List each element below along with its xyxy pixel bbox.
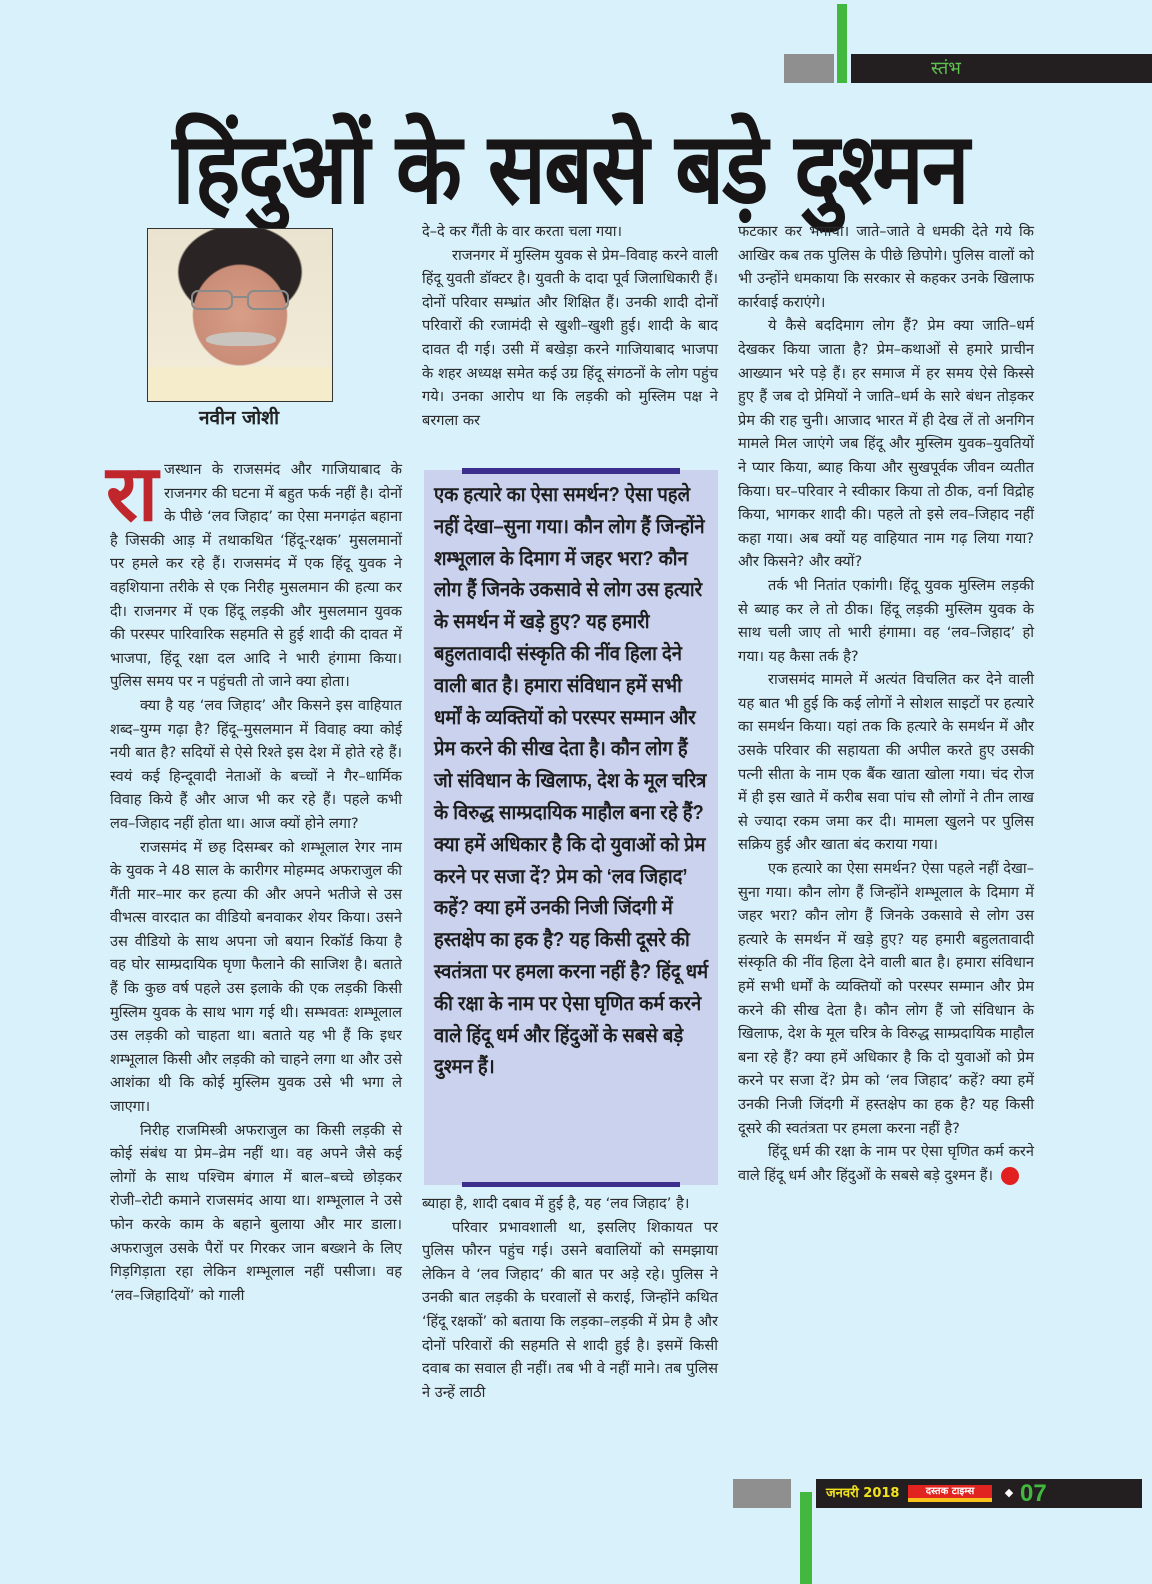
column-2-bottom	[422, 1192, 718, 1404]
pull-quote-text: एक हत्यारे का ऐसा समर्थन? ऐसा पहले नहीं देखा–सुना गया। कौन लोग हैं जिन्होंने शम्भूलाल के दिमाग में जहर भरा? कौन लोग हैं जिनके उकसावे से लोग उस हत्यारे के समर्थन में खड़े हुए? यह हमारी बहुलतावादी संस्कृति की नींव हिला देने वाली बात है। हमारा संविधान हमें सभी धर्मों के व्यक्तियों को परस्पर सम्मान और प्रेम करने की सीख देता है। कौन लोग हैं जो संविधान के खिलाफ, देश के मूल चरित्र के विरुद्ध साम्प्रदायिक माहौल बना रहे हैं? क्या हमें अधिकार है कि दो युवाओं को प्रेम करने पर सजा दें? प्रेम को ‘लव जिहाद’ कहें? क्या हमें उनकी निजी जिंदगी में हस्तक्षेप का हक है? यह किसी दूसरे की स्वतंत्रता पर हमला करना नहीं है? हिंदू धर्म की रक्षा के नाम पर ऐसा घृणित कर्म करने वाले हिंदू धर्म और हिंदुओं के सबसे बड़े दुश्मन हैं।	[434, 484, 709, 1079]
end-mark-icon	[1001, 1167, 1019, 1185]
paragraph: हिंदू धर्म की रक्षा के नाम पर ऐसा घृणित कर्म करने वाले हिंदू धर्म और हिंदुओं के सबसे बड़े दुश्मन हैं।	[738, 1143, 1034, 1184]
section-label: स्तंभ	[931, 58, 961, 79]
page-number: 07	[1020, 1480, 1047, 1507]
column-1	[106, 448, 402, 1307]
headline: हिंदुओं के सबसे बड़े दुश्मन	[172, 111, 968, 227]
publication-logo	[908, 1485, 992, 1502]
paragraph: दे–दे कर गैंती के वार करता चला गया।	[422, 223, 623, 240]
paragraph: राजसमंद में छह दिसम्बर को शम्भूलाल रेगर नाम के युवक ने 48 साल के कारीगर मोहम्मद अफराजुल की गैंती मार–मार कर हत्या की और अपने भतीजे से उस वीभत्स वारदात का वीडियो बनवाकर शेयर किया। उसने उस वीडियो के साथ अपना जो बयान रिकॉर्ड किया है वह घोर साम्प्रदायिक घृणा फैलाने की साजिश है। बताते हैं कि कुछ वर्ष पहले उस इलाके की एक लड़की किसी मुस्लिम युवक के साथ भाग गई थी। सम्भवतः शम्भूलाल उस लड़की को चाहता था। बताते यह भी हैं कि इधर शम्भूलाल किसी और लड़की को चाहने लगा था और उसे आशंका थी कि कोई मुस्लिम युवक उसे भी भगा ले जाएगा।	[110, 838, 402, 1116]
header-green-bar	[837, 4, 847, 83]
paragraph: तर्क भी नितांत एकांगी। हिंदू युवक मुस्लिम लड़की से ब्याह कर ले तो ठीक। हिंदू लड़की मुस्लिम युवक के साथ चली जाए तो भारी हंगामा। वह ‘लव–जिहाद’ हो गया। यह कैसा तर्क है?	[738, 576, 1034, 665]
glasses-icon	[190, 289, 290, 311]
publication-name: दस्तक टाइम्स	[925, 1486, 975, 1497]
footer-issue-date: जनवरी 2018	[826, 1486, 900, 1501]
shirt-shape	[148, 367, 332, 401]
column-3	[738, 220, 1034, 1187]
pull-quote-rule-top	[462, 468, 680, 474]
author-name: नवीन जोशी	[198, 407, 280, 429]
paragraph: राजनगर में मुस्लिम युवक से प्रेम–विवाह करने वाली हिंदू युवती डॉक्टर है। युवती के दादा पूर्व जिलाधिकारी हैं। दोनों परिवार सम्भ्रांत और शिक्षित हैं। उनकी शादी दोनों परिवारों की रजामंदी से खुशी–खुशी हुई। शादी के बाद दावत दी गई। उसी में बखेड़ा करने गाजियाबाद भाजपा के शहर अध्यक्ष समेत कई उग्र हिंदू संगठनों के लोग पहुंच गये। उनका आरोप था कि लड़की को मुस्लिम पक्ष ने बरगला कर	[422, 246, 718, 429]
footer-green-bar	[800, 1492, 812, 1584]
paragraph: राजस्थान के राजसमंद और गाजियाबाद के राजनगर की घटना में बहुत फर्क नहीं है। दोनों के पीछे ‘लव जिहाद’ का ऐसा मनगढ़ंत बहाना है जिसकी आड़ में तथाकथित ‘हिंदू-रक्षक’ मुसलमानों पर हमले कर रहे हैं। राजसमंद में एक हिंदू युवक ने वहशियाना तरीके से एक निरीह मुसलमान की हत्या कर दी। राजनगर में एक हिंदू लड़की और मुसलमान युवक की परस्पर पारिवारिक सहमति से हुई शादी की दावत में भाजपा, हिंदू रक्षा दल आदि ने भारी हंगामा किया। पुलिस समय पर न पहुंचती तो जाने क्या होता।	[106, 448, 402, 691]
paragraph: ब्याहा है, शादी दबाव में हुई है, यह ‘लव जिहाद’ है।	[422, 1195, 690, 1212]
author-portrait-icon	[147, 228, 333, 402]
column-2-top	[422, 220, 718, 432]
drop-cap: रा	[106, 448, 159, 539]
paragraph: परिवार प्रभावशाली था, इसलिए शिकायत पर पुलिस फौरन पहुंच गई। उसने बवालियों को समझाया लेकिन वे ‘लव जिहाद’ की बात पर अड़े रहे। पुलिस ने उनकी बात लड़की के घरवालों से कराई, जिन्होंने कथित ‘हिंदू रक्षकों’ को बताया कि लड़का–लड़की में प्रेम है और दोनों परिवारों की सहमति से शादी हुई है। इसमें किसी दवाब का सवाल ही नहीं। तब भी वे नहीं माने। तब पुलिस ने उन्हें लाठी	[422, 1218, 718, 1401]
paragraph: निरीह राजमिस्त्री अफराजुल का किसी लड़की से कोई संबंध या प्रेम–व्रेम नहीं था। वह अपने जैसे कई लोगों के साथ पश्चिम बंगाल में बाल–बच्चे छोड़कर रोजी–रोटी कमाने राजसमंद आया था। शम्भूलाल ने उसे फोन करके काम के बहाने बुलाया और मार डाला। अफराजुल उसके पैरों पर गिरकर जान बख्शने के लिए गिड़गिड़ाता रहा लेकिन शम्भूलाल नहीं पसीजा। वह ‘लव–जिहादियों’ को गाली	[110, 1121, 402, 1304]
diamond-separator-icon: ◆	[1004, 1486, 1014, 1499]
header-gray-block	[784, 54, 834, 83]
paragraph: राजसमंद मामले में अत्यंत विचलित कर देने वाली यह बात भी हुई कि कई लोगों ने सोशल साइटों पर हत्यारे का समर्थन किया। यहां तक कि हत्यारे के समर्थन में और उसके परिवार की सहायता की अपील करते हुए उसकी पत्नी सीता के नाम एक बैंक खाता खोला गया। चंद रोज में ही इस खाते में करीब सवा पांच सौ लोगों ने तीन लाख से ज्यादा रकम जमा कर दी। मामला खुलने पर पुलिस सक्रिय हुई और खाता बंद कराया गया।	[738, 671, 1034, 854]
paragraph: क्या है यह ‘लव जिहाद’ और किसने इस वाहियात शब्द–युग्म गढ़ा है? हिंदू–मुसलमान में विवाह क्या कोई नयी बात है? सदियों से ऐसे रिश्ते इस देश में होते रहे हैं। स्वयं कई हिन्दूवादी नेताओं के बच्चों ने गैर–धार्मिक विवाह किये हैं और आज भी कर रहे हैं। पहले कभी लव–जिहाद नहीं होता था। आज क्यों होने लगा?	[110, 696, 402, 832]
paragraph: ये कैसे बददिमाग लोग हैं? प्रेम क्या जाति–धर्म देखकर किया जाता है? प्रेम–कथाओं से हमारे प्राचीन आख्यान भरे पड़े हैं। हर समाज में हर समय ऐसे किस्से हुए हैं जब दो प्रेमियों ने जाति–धर्म के सारे बंधन तोड़कर प्रेम की राह चुनी। आजाद भारत में ही देख लें तो अनगिन मामले मिल जाएंगे जब हिंदू और मुस्लिम युवक–युवतियों ने प्यार किया, ब्याह किया और सुखपूर्वक जीवन व्यतीत किया। घर–परिवार ने स्वीकार किया तो ठीक, वर्ना विद्रोह किया, भागकर शादी की। पहले तो इसे लव–जिहाद नहीं कहा गया। अब क्यों यह वाहियात नाम गढ़ लिया गया? और किसने? और क्यों?	[738, 317, 1034, 571]
paragraph: फटकार कर भगाया। जाते–जाते वे धमकी देते गये कि आखिर कब तक पुलिस के पीछे छिपोगे। पुलिस वालों को भी उन्होंने धमकाया कि सरकार से कहकर उनके खिलाफ कार्रवाई कराएंगे।	[738, 223, 1034, 311]
moustache-shape	[206, 332, 276, 346]
footer-gray-block	[733, 1479, 791, 1508]
pull-quote-rule-bottom	[462, 1182, 680, 1187]
paragraph: एक हत्यारे का ऐसा समर्थन? ऐसा पहले नहीं देखा–सुना गया। कौन लोग हैं जिन्होंने शम्भूलाल के दिमाग में जहर भरा? कौन लोग हैं जिनके उकसावे से लोग उस हत्यारे के समर्थन में खड़े हुए? यह हमारी बहुलतावादी संस्कृति की नींव हिला देने वाली बात है। हमारा संविधान हमें सभी धर्मों के व्यक्तियों को परस्पर सम्मान और प्रेम करने की सीख देता है। कौन लोग हैं जो संविधान के खिलाफ, देश के मूल चरित्र के विरुद्ध साम्प्रदायिक माहौल बना रहे हैं? क्या हमें अधिकार है कि दो युवाओं को प्रेम करने पर सजा दें? प्रेम को ‘लव जिहाद’ कहें? क्या हमें उनकी निजी जिंदगी में हस्तक्षेप का हक है? यह किसी दूसरे की स्वतंत्रता पर हमला करना नहीं है?	[738, 860, 1034, 1137]
